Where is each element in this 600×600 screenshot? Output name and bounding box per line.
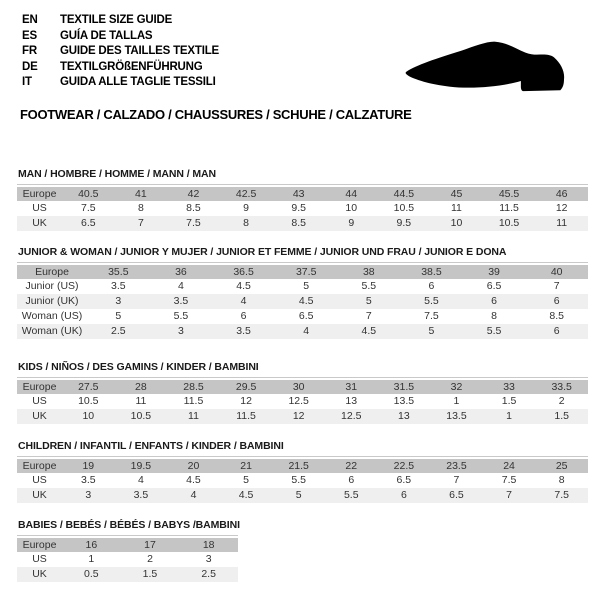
size-cell: 6.5 [486, 280, 502, 292]
size-cell: 7 [137, 217, 144, 229]
row-label: US [32, 395, 47, 407]
row-label: UK [32, 568, 47, 580]
row-label: Europe [35, 265, 69, 278]
size-cell: 24 [503, 459, 515, 472]
size-cell: 27.5 [78, 380, 99, 393]
size-cell: 5.5 [486, 325, 502, 337]
language-label: TEXTILGRÖßENFÜHRUNG [60, 60, 203, 73]
size-cell: 1 [453, 395, 460, 407]
size-cell: 3.5 [80, 474, 96, 486]
size-cell: 5.5 [343, 489, 359, 501]
language-label: GUÍA DE TALLAS [60, 29, 153, 42]
size-cell: 19.5 [130, 459, 152, 472]
language-label: TEXTILE SIZE GUIDE [60, 14, 173, 26]
row-label: US [32, 553, 47, 565]
table-row [17, 216, 588, 231]
size-cell: 5 [243, 474, 249, 486]
row-label: UK [32, 217, 47, 229]
row-label: UK [32, 410, 47, 422]
table-row [17, 294, 588, 309]
language-code: EN [22, 14, 38, 26]
size-cell: 7.5 [424, 310, 439, 322]
size-cell: 23.5 [446, 459, 467, 472]
size-cell: 42 [187, 187, 200, 200]
size-cell: 12 [555, 202, 568, 214]
row-label: Europe [22, 187, 57, 200]
size-table-section [17, 246, 588, 339]
size-cell: 5.5 [173, 310, 189, 322]
size-cell: 5 [428, 325, 435, 337]
size-cell: 3 [115, 295, 122, 307]
size-cell: 28 [135, 380, 147, 393]
size-cell: 13 [398, 410, 410, 422]
size-cell: 32 [450, 380, 463, 393]
size-cell: 29.5 [235, 380, 257, 393]
size-cell: 36.5 [233, 265, 254, 278]
size-cell: 10 [82, 410, 95, 422]
size-cell: 41 [135, 187, 147, 200]
size-cell: 3.5 [236, 325, 251, 337]
size-cell: 33 [503, 380, 515, 393]
size-table-section [17, 519, 588, 582]
size-cell: 8 [491, 310, 497, 322]
size-cell: 9 [243, 202, 249, 214]
size-cell: 33.5 [551, 380, 572, 393]
dress-shoe-icon [398, 26, 574, 104]
size-cell: 4 [178, 280, 184, 292]
size-cell: 5 [303, 280, 310, 292]
size-cell: 8.5 [291, 217, 306, 229]
size-cell: 31.5 [393, 380, 415, 393]
size-cell: 10.5 [130, 410, 152, 422]
table-top-rule [17, 262, 588, 263]
size-cell: 4.5 [236, 280, 251, 292]
size-cell: 16 [85, 538, 98, 551]
size-cell: 11.5 [183, 395, 204, 407]
table-row [17, 552, 238, 567]
size-cell: 6 [491, 295, 497, 307]
table-row [17, 394, 588, 409]
size-cell: 8 [137, 202, 144, 214]
size-cell: 7.5 [80, 202, 96, 214]
size-cell: 2.5 [201, 568, 216, 580]
size-cell: 31 [345, 380, 358, 393]
size-cell: 2 [558, 395, 565, 407]
size-cell: 8.5 [549, 310, 564, 322]
row-label: Europe [22, 380, 57, 393]
size-cell: 4.5 [298, 295, 314, 307]
size-cell: 11.5 [499, 202, 519, 214]
size-cell: 6.5 [80, 217, 96, 229]
size-cell: 19 [82, 459, 95, 472]
size-cell: 3 [178, 325, 184, 337]
size-cell: 6 [348, 474, 355, 486]
size-cell: 7.5 [501, 474, 517, 486]
size-table-section [17, 168, 588, 231]
size-cell: 7 [453, 474, 460, 486]
table-row [17, 324, 588, 339]
size-cell: 21 [240, 459, 252, 472]
size-cell: 9.5 [396, 217, 412, 229]
size-table-title: KIDS / NIÑOS / DES GAMINS / KINDER / BAMBINI [18, 360, 259, 373]
size-cell: 1.5 [554, 410, 569, 422]
size-cell: 13.5 [393, 395, 415, 407]
size-cell: 1.5 [501, 395, 517, 407]
size-cell: 17 [144, 538, 156, 551]
size-cell: 6 [553, 295, 560, 307]
size-cell: 13 [345, 395, 358, 407]
table-top-rule [17, 184, 588, 185]
language-label: GUIDE DES TAILLES TEXTILE [60, 45, 219, 57]
row-label: US [32, 474, 47, 486]
size-cell: 39 [488, 265, 500, 278]
row-label: Woman (US) [21, 310, 83, 322]
size-cell: 45 [450, 187, 463, 200]
size-cell: 18 [202, 538, 215, 551]
size-cell: 10 [450, 217, 463, 229]
size-cell: 5 [365, 295, 372, 307]
size-cell: 6 [240, 310, 247, 322]
size-cell: 8.5 [186, 202, 201, 214]
size-cell: 13.5 [446, 410, 467, 422]
table-row [17, 279, 588, 294]
size-cell: 38 [362, 265, 375, 278]
table-row [17, 567, 238, 582]
size-cell: 35.5 [108, 265, 129, 278]
row-label: Europe [22, 538, 57, 551]
category-heading: FOOTWEAR / CALZADO / CHAUSSURES / SCHUHE / CALZATURE [20, 106, 412, 122]
table-row [17, 201, 588, 216]
size-cell: 5.5 [424, 295, 439, 307]
table-top-rule [17, 377, 588, 378]
size-cell: 21.5 [288, 459, 309, 472]
size-cell: 3 [205, 553, 212, 565]
size-cell: 4 [190, 489, 197, 501]
size-cell: 4 [137, 474, 144, 486]
size-cell: 3 [85, 489, 92, 501]
table-header-row [17, 459, 588, 473]
size-cell: 3.5 [133, 489, 149, 501]
size-cell: 10.5 [393, 202, 415, 214]
size-table [17, 380, 588, 424]
size-tables [17, 168, 588, 582]
size-cell: 4.5 [238, 489, 254, 501]
language-code: DE [22, 60, 38, 73]
size-cell: 46 [555, 187, 568, 200]
size-table [17, 265, 588, 339]
size-cell: 7 [553, 280, 560, 292]
size-cell: 7.5 [186, 217, 201, 229]
size-cell: 10 [345, 202, 358, 214]
size-cell: 11 [188, 410, 199, 422]
size-cell: 37.5 [295, 265, 317, 278]
size-cell: 6 [428, 280, 435, 292]
size-cell: 12 [240, 395, 252, 407]
size-cell: 1 [88, 553, 95, 565]
size-cell: 4.5 [186, 474, 201, 486]
size-table-section [17, 361, 588, 424]
size-cell: 4 [303, 325, 310, 337]
size-cell: 45.5 [498, 187, 520, 200]
row-label: Junior (US) [25, 280, 79, 292]
size-cell: 8 [243, 217, 249, 229]
size-cell: 6.5 [298, 310, 314, 322]
table-row [17, 473, 588, 488]
table-header-row [17, 538, 238, 552]
size-table-title: MAN / HOMBRE / HOMME / MANN / MAN [18, 167, 216, 180]
size-cell: 4.5 [361, 325, 377, 337]
size-cell: 7.5 [554, 489, 569, 501]
size-table [17, 187, 588, 231]
size-cell: 44 [345, 187, 358, 200]
size-cell: 5 [295, 489, 302, 501]
size-cell: 3.5 [111, 280, 126, 292]
size-cell: 6.5 [449, 489, 464, 501]
size-cell: 40 [550, 265, 563, 278]
size-cell: 22 [345, 459, 358, 472]
size-cell: 6 [400, 489, 407, 501]
size-cell: 11.5 [236, 410, 256, 422]
size-cell: 4 [240, 295, 247, 307]
size-cell: 25 [555, 459, 568, 472]
size-cell: 7 [365, 310, 372, 322]
size-cell: 44.5 [393, 187, 415, 200]
size-cell: 6 [553, 325, 560, 337]
size-cell: 9.5 [291, 202, 306, 214]
size-cell: 9 [348, 217, 355, 229]
size-table [17, 459, 588, 503]
size-cell: 28.5 [183, 380, 204, 393]
size-table [17, 538, 238, 582]
row-label: Woman (UK) [21, 325, 83, 337]
language-code: IT [22, 76, 32, 88]
table-row [17, 309, 588, 324]
size-cell: 11 [135, 395, 147, 407]
table-top-rule [17, 456, 588, 457]
size-cell: 8 [558, 474, 565, 486]
size-cell: 40.5 [78, 187, 99, 200]
size-cell: 12.5 [288, 395, 309, 407]
size-cell: 20 [187, 459, 200, 472]
row-label: Junior (UK) [25, 295, 79, 307]
size-cell: 10.5 [498, 217, 520, 229]
language-code: ES [22, 29, 37, 42]
row-label: US [32, 202, 47, 214]
size-table-title: JUNIOR & WOMAN / JUNIOR Y MUJER / JUNIOR ET FEMME / JUNIOR UND FRAU / JUNIOR E DONA [18, 245, 507, 258]
size-cell: 5.5 [291, 474, 306, 486]
size-table-section [17, 440, 588, 503]
language-code: FR [22, 45, 37, 57]
size-cell: 7 [506, 489, 512, 501]
size-cell: 36 [175, 265, 187, 278]
size-cell: 6.5 [396, 474, 412, 486]
row-label: UK [32, 489, 47, 501]
size-table-title: CHILDREN / INFANTIL / ENFANTS / KINDER / BAMBINI [18, 439, 284, 452]
table-row [17, 409, 588, 424]
size-cell: 0.5 [84, 568, 99, 580]
size-cell: 1 [506, 410, 512, 422]
size-cell: 2 [147, 553, 153, 565]
size-cell: 22.5 [393, 459, 415, 472]
size-cell: 1.5 [142, 568, 158, 580]
table-row [17, 488, 588, 503]
size-cell: 43 [292, 187, 305, 200]
size-cell: 10.5 [78, 395, 99, 407]
size-cell: 3.5 [173, 295, 189, 307]
size-cell: 11 [556, 217, 568, 229]
size-cell: 11 [451, 202, 462, 214]
size-table-title: BABIES / BEBÉS / BÉBÉS / BABYS /BAMBINI [18, 518, 240, 531]
table-top-rule [17, 535, 238, 536]
size-cell: 5.5 [361, 280, 377, 292]
size-cell: 42.5 [235, 187, 257, 200]
size-cell: 12.5 [341, 410, 362, 422]
table-header-row [17, 380, 588, 394]
table-header-row [17, 265, 588, 279]
size-cell: 38.5 [421, 265, 442, 278]
size-cell: 30 [292, 380, 305, 393]
size-cell: 2.5 [111, 325, 126, 337]
size-cell: 12 [292, 410, 305, 422]
table-header-row [17, 187, 588, 201]
language-label: GUIDA ALLE TAGLIE TESSILI [60, 76, 216, 88]
row-label: Europe [22, 459, 57, 472]
size-cell: 5 [115, 310, 122, 322]
